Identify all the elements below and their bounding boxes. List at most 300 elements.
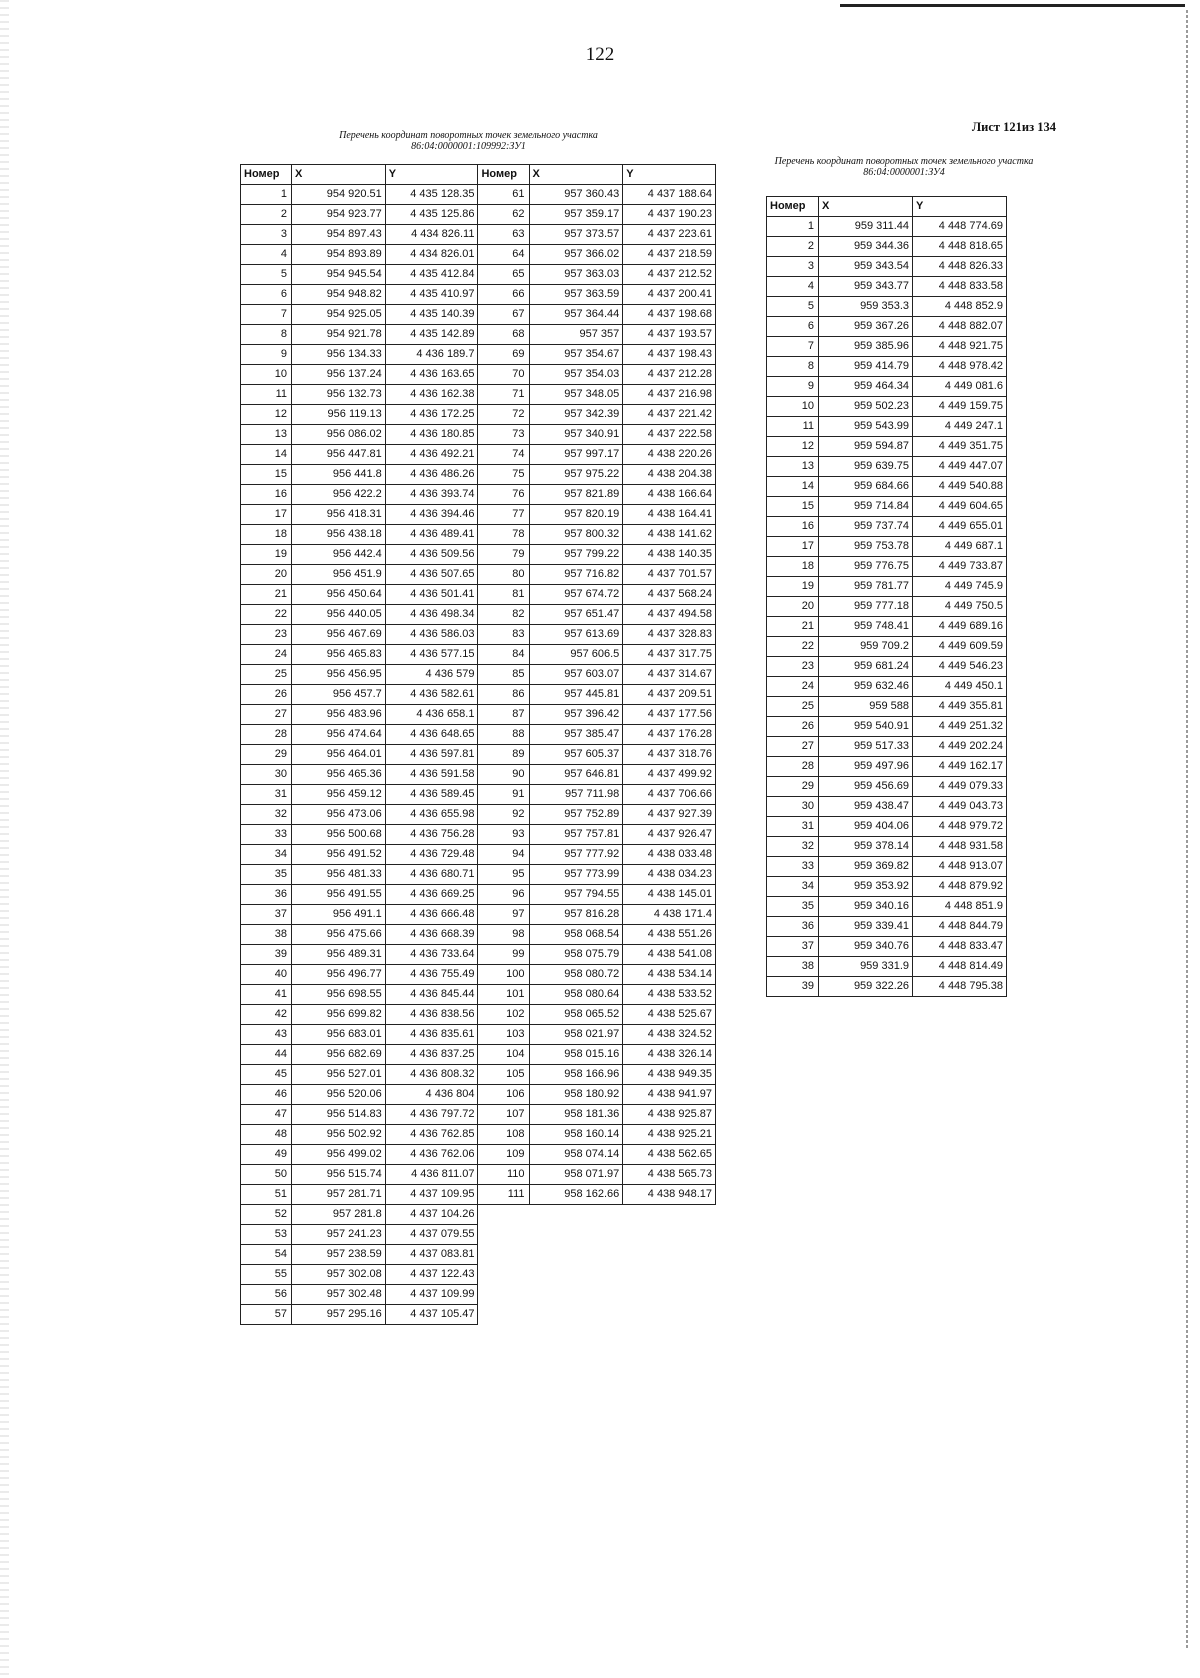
x-coordinate-cell: 957 354.03	[529, 365, 623, 385]
table-row	[241, 945, 716, 965]
point-number-cell: 83	[478, 625, 529, 645]
x-coordinate-cell: 956 527.01	[292, 1065, 386, 1085]
y-coordinate-cell: 4 434 826.01	[385, 245, 478, 265]
point-number-cell: 1	[241, 185, 292, 205]
x-coordinate-cell: 959 378.14	[819, 837, 913, 857]
y-coordinate-cell: 4 437 568.24	[623, 585, 716, 605]
point-number-cell: 2	[767, 237, 819, 257]
x-coordinate-cell: 956 441.8	[292, 465, 386, 485]
table-row	[767, 957, 1007, 977]
x-coordinate-cell: 957 364.44	[529, 305, 623, 325]
x-coordinate-cell: 957 302.48	[292, 1285, 386, 1305]
table-row	[241, 425, 716, 445]
table-row	[767, 457, 1007, 477]
point-number-cell: 18	[241, 525, 292, 545]
x-coordinate-cell: 956 450.64	[292, 585, 386, 605]
point-number-cell: 97	[478, 905, 529, 925]
x-coordinate-cell: 957 757.81	[529, 825, 623, 845]
point-number-cell: 29	[767, 777, 819, 797]
point-number-cell	[478, 1225, 529, 1245]
y-coordinate-cell: 4 436 162.38	[385, 385, 478, 405]
point-number-cell: 7	[767, 337, 819, 357]
y-coordinate-cell: 4 448 814.49	[913, 957, 1007, 977]
point-number-cell: 16	[241, 485, 292, 505]
table-row	[767, 217, 1007, 237]
table-row	[241, 805, 716, 825]
y-coordinate-cell: 4 436 755.49	[385, 965, 478, 985]
point-number-cell: 110	[478, 1165, 529, 1185]
point-number-cell: 45	[241, 1065, 292, 1085]
header-x: X	[529, 165, 623, 185]
x-coordinate-cell: 957 777.92	[529, 845, 623, 865]
y-coordinate-cell: 4 436 733.64	[385, 945, 478, 965]
x-coordinate-cell: 956 132.73	[292, 385, 386, 405]
point-number-cell: 18	[767, 557, 819, 577]
point-number-cell: 25	[241, 665, 292, 685]
y-coordinate-cell: 4 436 189.7	[385, 345, 478, 365]
x-coordinate-cell: 956 496.77	[292, 965, 386, 985]
y-coordinate-cell: 4 436 666.48	[385, 905, 478, 925]
table-row	[241, 1085, 716, 1105]
table-row	[241, 625, 716, 645]
x-coordinate-cell: 959 776.75	[819, 557, 913, 577]
x-coordinate-cell: 957 794.55	[529, 885, 623, 905]
x-coordinate-cell: 956 418.31	[292, 505, 386, 525]
table-row	[767, 837, 1007, 857]
x-coordinate-cell: 956 682.69	[292, 1045, 386, 1065]
point-number-cell: 38	[241, 925, 292, 945]
y-coordinate-cell: 4 448 852.9	[913, 297, 1007, 317]
y-coordinate-cell: 4 437 105.47	[385, 1305, 478, 1325]
table-a-caption	[296, 130, 641, 152]
point-number-cell: 44	[241, 1045, 292, 1065]
y-coordinate-cell: 4 437 221.42	[623, 405, 716, 425]
point-number-cell: 69	[478, 345, 529, 365]
point-number-cell: 27	[767, 737, 819, 757]
x-coordinate-cell: 957 606.5	[529, 645, 623, 665]
x-coordinate-cell: 958 015.16	[529, 1045, 623, 1065]
table-row	[767, 477, 1007, 497]
point-number-cell: 12	[767, 437, 819, 457]
y-coordinate-cell: 4 449 162.17	[913, 757, 1007, 777]
table-row	[767, 697, 1007, 717]
y-coordinate-cell: 4 435 140.39	[385, 305, 478, 325]
point-number-cell: 6	[241, 285, 292, 305]
x-coordinate-cell	[529, 1245, 623, 1265]
table-row	[767, 557, 1007, 577]
point-number-cell: 73	[478, 425, 529, 445]
x-coordinate-cell: 959 753.78	[819, 537, 913, 557]
table-row	[241, 325, 716, 345]
table-row	[767, 637, 1007, 657]
point-number-cell: 64	[478, 245, 529, 265]
y-coordinate-cell: 4 436 845.44	[385, 985, 478, 1005]
point-number-cell: 71	[478, 385, 529, 405]
point-number-cell: 31	[241, 785, 292, 805]
table-row	[241, 485, 716, 505]
x-coordinate-cell: 957 773.99	[529, 865, 623, 885]
x-coordinate-cell	[529, 1225, 623, 1245]
y-coordinate-cell: 4 449 351.75	[913, 437, 1007, 457]
y-coordinate-cell: 4 435 410.97	[385, 285, 478, 305]
point-number-cell: 6	[767, 317, 819, 337]
x-coordinate-cell: 956 683.01	[292, 1025, 386, 1045]
y-coordinate-cell: 4 449 689.16	[913, 617, 1007, 637]
x-coordinate-cell: 959 737.74	[819, 517, 913, 537]
table-row	[241, 525, 716, 545]
y-coordinate-cell: 4 436 756.28	[385, 825, 478, 845]
point-number-cell: 13	[241, 425, 292, 445]
x-coordinate-cell: 958 181.36	[529, 1105, 623, 1125]
point-number-cell: 12	[241, 405, 292, 425]
x-coordinate-cell: 957 295.16	[292, 1305, 386, 1325]
x-coordinate-cell: 959 748.41	[819, 617, 913, 637]
point-number-cell: 33	[767, 857, 819, 877]
x-coordinate-cell: 959 322.26	[819, 977, 913, 997]
point-number-cell: 14	[767, 477, 819, 497]
table-row	[241, 585, 716, 605]
table-row	[241, 565, 716, 585]
header-number: Номер	[767, 197, 819, 217]
table-row	[241, 1145, 716, 1165]
x-coordinate-cell: 956 134.33	[292, 345, 386, 365]
table-row	[241, 1165, 716, 1185]
table-row	[767, 897, 1007, 917]
y-coordinate-cell: 4 437 176.28	[623, 725, 716, 745]
x-coordinate-cell: 957 651.47	[529, 605, 623, 625]
point-number-cell: 93	[478, 825, 529, 845]
table-row	[241, 505, 716, 525]
y-coordinate-cell: 4 436 393.74	[385, 485, 478, 505]
table-row	[767, 757, 1007, 777]
x-coordinate-cell: 959 502.23	[819, 397, 913, 417]
x-coordinate-cell: 958 021.97	[529, 1025, 623, 1045]
x-coordinate-cell: 957 281.71	[292, 1185, 386, 1205]
x-coordinate-cell	[529, 1285, 623, 1305]
y-coordinate-cell: 4 436 804	[385, 1085, 478, 1105]
point-number-cell: 109	[478, 1145, 529, 1165]
table-row	[767, 737, 1007, 757]
x-coordinate-cell: 957 445.81	[529, 685, 623, 705]
x-coordinate-cell: 956 520.06	[292, 1085, 386, 1105]
y-coordinate-cell: 4 449 079.33	[913, 777, 1007, 797]
point-number-cell: 28	[241, 725, 292, 745]
point-number-cell: 105	[478, 1065, 529, 1085]
point-number-cell: 75	[478, 465, 529, 485]
y-coordinate-cell	[623, 1205, 716, 1225]
table-row	[767, 877, 1007, 897]
y-coordinate-cell: 4 449 546.23	[913, 657, 1007, 677]
y-coordinate-cell: 4 448 833.58	[913, 277, 1007, 297]
header-y: Y	[623, 165, 716, 185]
y-coordinate-cell: 4 448 833.47	[913, 937, 1007, 957]
y-coordinate-cell: 4 438 925.21	[623, 1125, 716, 1145]
point-number-cell: 26	[241, 685, 292, 705]
y-coordinate-cell	[623, 1245, 716, 1265]
y-coordinate-cell: 4 437 317.75	[623, 645, 716, 665]
x-coordinate-cell: 956 440.05	[292, 605, 386, 625]
y-coordinate-cell: 4 436 680.71	[385, 865, 478, 885]
y-coordinate-cell: 4 448 882.07	[913, 317, 1007, 337]
table-row	[241, 225, 716, 245]
point-number-cell: 51	[241, 1185, 292, 1205]
y-coordinate-cell: 4 437 083.81	[385, 1245, 478, 1265]
point-number-cell: 3	[241, 225, 292, 245]
table-row	[241, 825, 716, 845]
table-row	[767, 597, 1007, 617]
coordinates-table-a	[240, 164, 716, 1325]
point-number-cell: 48	[241, 1125, 292, 1145]
table-row	[767, 917, 1007, 937]
table-row	[241, 725, 716, 745]
x-coordinate-cell: 957 396.42	[529, 705, 623, 725]
y-coordinate-cell: 4 437 494.58	[623, 605, 716, 625]
table-a-caption-line1: Перечень координат поворотных точек земельного участка	[339, 130, 598, 141]
point-number-cell: 95	[478, 865, 529, 885]
y-coordinate-cell: 4 448 879.92	[913, 877, 1007, 897]
x-coordinate-cell: 957 357	[529, 325, 623, 345]
y-coordinate-cell: 4 448 979.72	[913, 817, 1007, 837]
y-coordinate-cell: 4 448 818.65	[913, 237, 1007, 257]
y-coordinate-cell: 4 435 412.84	[385, 265, 478, 285]
y-coordinate-cell: 4 438 541.08	[623, 945, 716, 965]
point-number-cell: 57	[241, 1305, 292, 1325]
table-row	[241, 1245, 716, 1265]
y-coordinate-cell: 4 449 540.88	[913, 477, 1007, 497]
point-number-cell: 26	[767, 717, 819, 737]
point-number-cell: 15	[241, 465, 292, 485]
y-coordinate-cell: 4 437 109.95	[385, 1185, 478, 1205]
table-a-caption-line2: 86:04:0000001:109992:ЗУ1	[411, 141, 526, 152]
x-coordinate-cell: 954 923.77	[292, 205, 386, 225]
table-row	[241, 285, 716, 305]
y-coordinate-cell: 4 449 687.1	[913, 537, 1007, 557]
point-number-cell: 76	[478, 485, 529, 505]
x-coordinate-cell: 959 311.44	[819, 217, 913, 237]
y-coordinate-cell: 4 436 586.03	[385, 625, 478, 645]
x-coordinate-cell: 957 302.08	[292, 1265, 386, 1285]
x-coordinate-cell: 958 166.96	[529, 1065, 623, 1085]
y-coordinate-cell: 4 436 582.61	[385, 685, 478, 705]
x-coordinate-cell: 956 699.82	[292, 1005, 386, 1025]
x-coordinate-cell: 956 491.55	[292, 885, 386, 905]
y-coordinate-cell: 4 437 927.39	[623, 805, 716, 825]
table-row	[241, 1105, 716, 1125]
point-number-cell: 56	[241, 1285, 292, 1305]
point-number-cell: 30	[241, 765, 292, 785]
point-number-cell: 7	[241, 305, 292, 325]
y-coordinate-cell: 4 449 081.6	[913, 377, 1007, 397]
y-coordinate-cell: 4 437 079.55	[385, 1225, 478, 1245]
point-number-cell: 24	[241, 645, 292, 665]
y-coordinate-cell: 4 435 128.35	[385, 185, 478, 205]
y-coordinate-cell: 4 436 507.65	[385, 565, 478, 585]
x-coordinate-cell: 957 241.23	[292, 1225, 386, 1245]
y-coordinate-cell: 4 448 774.69	[913, 217, 1007, 237]
x-coordinate-cell: 959 714.84	[819, 497, 913, 517]
x-coordinate-cell: 959 404.06	[819, 817, 913, 837]
x-coordinate-cell: 957 997.17	[529, 445, 623, 465]
top-rule	[840, 4, 1185, 7]
table-row	[767, 517, 1007, 537]
x-coordinate-cell: 958 160.14	[529, 1125, 623, 1145]
table-row	[767, 717, 1007, 737]
table-row	[767, 497, 1007, 517]
y-coordinate-cell: 4 436 835.61	[385, 1025, 478, 1045]
y-coordinate-cell: 4 438 204.38	[623, 465, 716, 485]
y-coordinate-cell: 4 436 486.26	[385, 465, 478, 485]
table-b-caption	[745, 156, 1063, 178]
point-number-cell: 27	[241, 705, 292, 725]
point-number-cell: 14	[241, 445, 292, 465]
point-number-cell: 67	[478, 305, 529, 325]
y-coordinate-cell: 4 438 324.52	[623, 1025, 716, 1045]
sheet-label: Лист 121из 134	[971, 120, 1056, 134]
table-row	[241, 765, 716, 785]
x-coordinate-cell: 958 080.72	[529, 965, 623, 985]
x-coordinate-cell: 959 684.66	[819, 477, 913, 497]
x-coordinate-cell: 956 502.92	[292, 1125, 386, 1145]
point-number-cell: 40	[241, 965, 292, 985]
table-row	[241, 1305, 716, 1325]
table-row	[241, 605, 716, 625]
point-number-cell: 96	[478, 885, 529, 905]
point-number-cell: 8	[767, 357, 819, 377]
x-coordinate-cell: 956 438.18	[292, 525, 386, 545]
x-coordinate-cell: 959 414.79	[819, 357, 913, 377]
y-coordinate-cell: 4 437 218.59	[623, 245, 716, 265]
y-coordinate-cell: 4 435 142.89	[385, 325, 478, 345]
x-coordinate-cell: 958 162.66	[529, 1185, 623, 1205]
x-coordinate-cell: 954 945.54	[292, 265, 386, 285]
x-coordinate-cell: 958 180.92	[529, 1085, 623, 1105]
header-x: X	[819, 197, 913, 217]
table-row	[241, 905, 716, 925]
x-coordinate-cell: 957 348.05	[529, 385, 623, 405]
point-number-cell: 85	[478, 665, 529, 685]
x-coordinate-cell: 956 491.1	[292, 905, 386, 925]
y-coordinate-cell: 4 438 948.17	[623, 1185, 716, 1205]
point-number-cell: 22	[241, 605, 292, 625]
point-number-cell: 89	[478, 745, 529, 765]
table-b-caption-line2: 86:04:0000001:ЗУ4	[863, 167, 945, 178]
point-number-cell: 68	[478, 325, 529, 345]
y-coordinate-cell: 4 438 565.73	[623, 1165, 716, 1185]
y-coordinate-cell: 4 437 109.99	[385, 1285, 478, 1305]
point-number-cell: 90	[478, 765, 529, 785]
scan-edge-right	[1186, 10, 1188, 1650]
x-coordinate-cell: 959 497.96	[819, 757, 913, 777]
y-coordinate-cell: 4 437 701.57	[623, 565, 716, 585]
table-row	[767, 617, 1007, 637]
point-number-cell: 66	[478, 285, 529, 305]
point-number-cell: 104	[478, 1045, 529, 1065]
point-number-cell: 101	[478, 985, 529, 1005]
table-row	[767, 577, 1007, 597]
point-number-cell: 16	[767, 517, 819, 537]
point-number-cell: 107	[478, 1105, 529, 1125]
y-coordinate-cell	[623, 1285, 716, 1305]
y-coordinate-cell: 4 436 655.98	[385, 805, 478, 825]
x-coordinate-cell: 954 925.05	[292, 305, 386, 325]
x-coordinate-cell	[529, 1265, 623, 1285]
point-number-cell: 55	[241, 1265, 292, 1285]
table-row	[241, 925, 716, 945]
table-row	[241, 685, 716, 705]
table-row	[241, 365, 716, 385]
x-coordinate-cell: 959 438.47	[819, 797, 913, 817]
point-number-cell: 39	[767, 977, 819, 997]
x-coordinate-cell: 959 456.69	[819, 777, 913, 797]
point-number-cell: 11	[241, 385, 292, 405]
y-coordinate-cell: 4 436 591.58	[385, 765, 478, 785]
y-coordinate-cell: 4 449 745.9	[913, 577, 1007, 597]
header-y: Y	[913, 197, 1007, 217]
x-coordinate-cell: 956 442.4	[292, 545, 386, 565]
y-coordinate-cell: 4 436 501.41	[385, 585, 478, 605]
table-row	[241, 1205, 716, 1225]
y-coordinate-cell: 4 437 104.26	[385, 1205, 478, 1225]
point-number-cell	[478, 1265, 529, 1285]
x-coordinate-cell: 956 465.83	[292, 645, 386, 665]
y-coordinate-cell: 4 438 551.26	[623, 925, 716, 945]
table-row	[241, 345, 716, 365]
x-coordinate-cell: 958 075.79	[529, 945, 623, 965]
table-row	[241, 185, 716, 205]
y-coordinate-cell: 4 437 209.51	[623, 685, 716, 705]
table-row	[767, 677, 1007, 697]
point-number-cell: 21	[767, 617, 819, 637]
x-coordinate-cell: 957 373.57	[529, 225, 623, 245]
page-number: 122	[585, 44, 615, 65]
y-coordinate-cell: 4 436 837.25	[385, 1045, 478, 1065]
point-number-cell: 21	[241, 585, 292, 605]
x-coordinate-cell: 954 948.82	[292, 285, 386, 305]
x-coordinate-cell: 957 359.17	[529, 205, 623, 225]
y-coordinate-cell: 4 437 198.68	[623, 305, 716, 325]
table-row	[767, 377, 1007, 397]
y-coordinate-cell: 4 449 043.73	[913, 797, 1007, 817]
table-row	[767, 337, 1007, 357]
y-coordinate-cell: 4 437 200.41	[623, 285, 716, 305]
point-number-cell: 74	[478, 445, 529, 465]
y-coordinate-cell: 4 437 926.47	[623, 825, 716, 845]
coordinates-table-b	[766, 196, 1007, 997]
y-coordinate-cell: 4 438 562.65	[623, 1145, 716, 1165]
y-coordinate-cell: 4 449 202.24	[913, 737, 1007, 757]
x-coordinate-cell: 959 343.54	[819, 257, 913, 277]
x-coordinate-cell: 959 353.3	[819, 297, 913, 317]
y-coordinate-cell: 4 438 145.01	[623, 885, 716, 905]
point-number-cell: 102	[478, 1005, 529, 1025]
x-coordinate-cell: 959 353.92	[819, 877, 913, 897]
y-coordinate-cell: 4 438 220.26	[623, 445, 716, 465]
x-coordinate-cell: 957 363.59	[529, 285, 623, 305]
x-coordinate-cell: 959 339.41	[819, 917, 913, 937]
x-coordinate-cell: 956 499.02	[292, 1145, 386, 1165]
y-coordinate-cell: 4 436 811.07	[385, 1165, 478, 1185]
header-y: Y	[385, 165, 478, 185]
y-coordinate-cell: 4 449 251.32	[913, 717, 1007, 737]
point-number-cell: 77	[478, 505, 529, 525]
x-coordinate-cell: 957 603.07	[529, 665, 623, 685]
x-coordinate-cell: 959 781.77	[819, 577, 913, 597]
y-coordinate-cell: 4 436 648.65	[385, 725, 478, 745]
point-number-cell: 29	[241, 745, 292, 765]
point-number-cell: 30	[767, 797, 819, 817]
x-coordinate-cell: 957 975.22	[529, 465, 623, 485]
point-number-cell: 78	[478, 525, 529, 545]
